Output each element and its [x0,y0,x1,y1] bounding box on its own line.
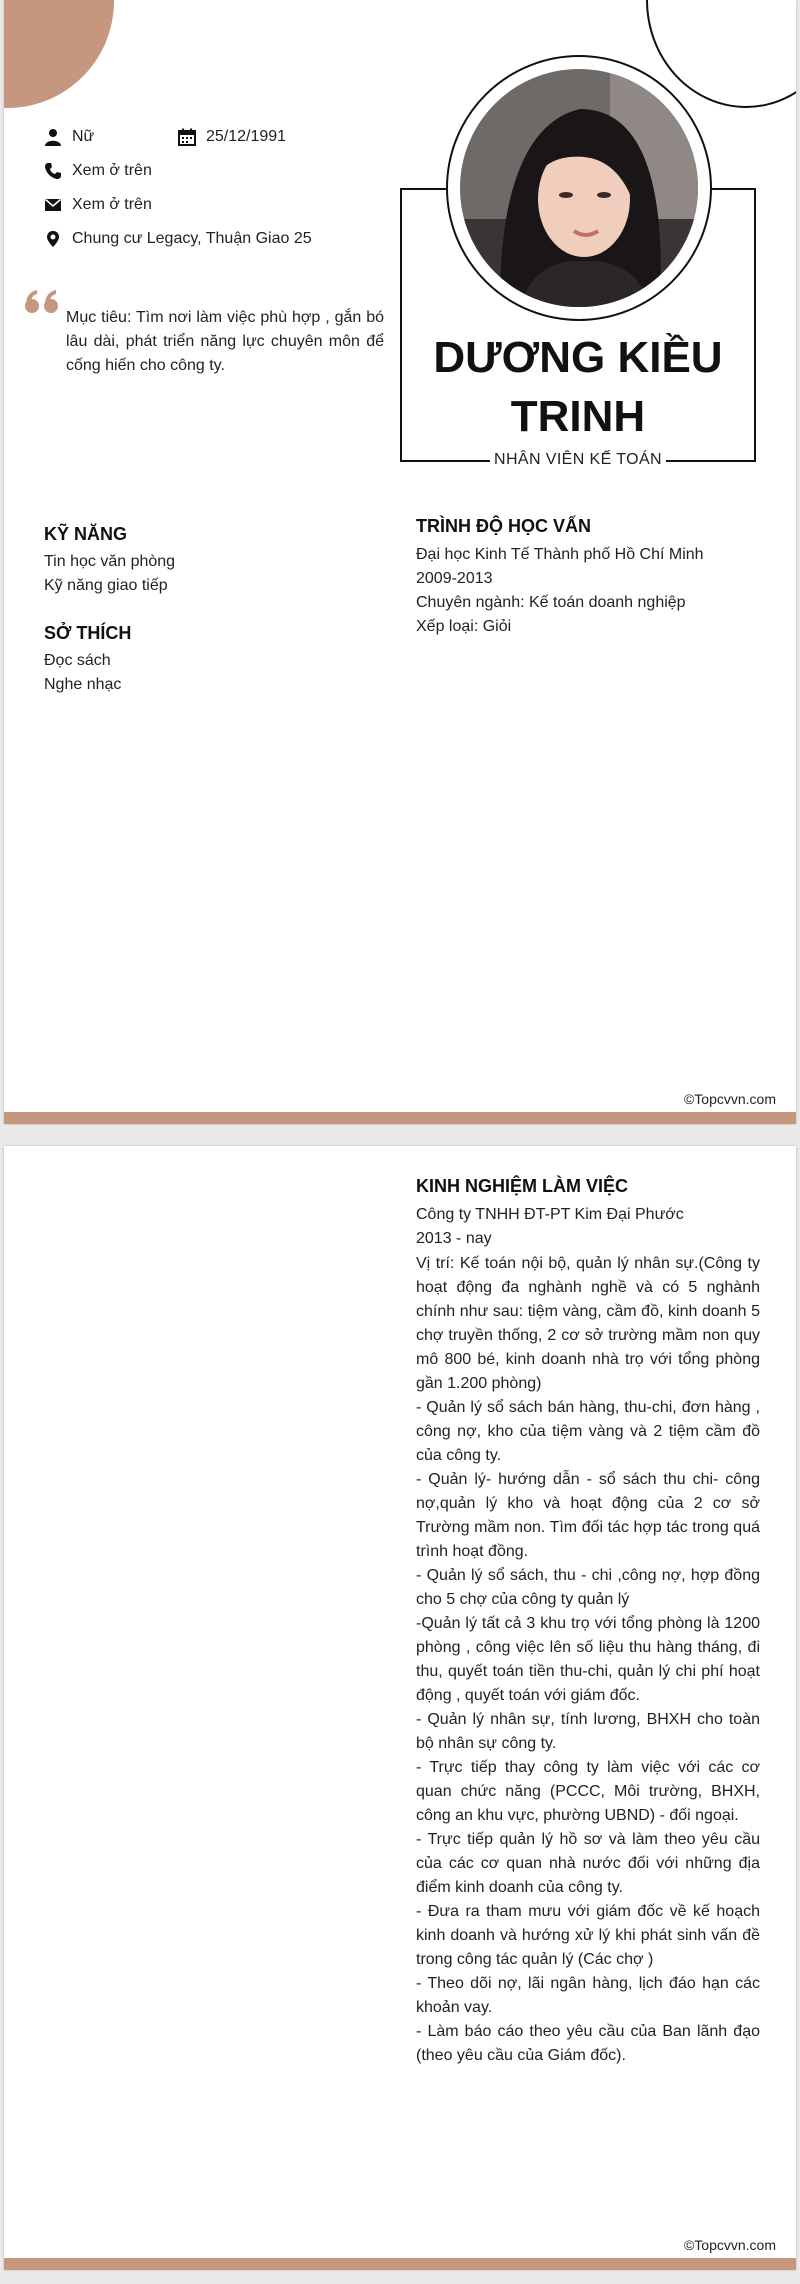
contact-birthday [178,128,286,146]
envelope-icon [44,196,62,214]
experience-line: - Trực tiếp quản lý hồ sơ và làm theo yêu cầu của các cơ quan nhà nước đối với những địa điểm kinh doanh của công ty. [416,1831,760,1896]
name-line-2: TRINH [510,392,646,441]
hobby-item: Nghe nhạc [44,676,122,693]
contact-address [44,230,312,248]
accent-bar [4,2258,796,2270]
experience-company: Công ty TNHH ĐT-PT Kim Đại Phước [416,1206,684,1223]
address-text: Chung cư Legacy, Thuận Giao 25 [72,230,312,247]
decorative-blob [4,0,114,108]
experience-line: - Quản lý sổ sách bán hàng, thu-chi, đơn hàng , công nợ, kho của tiệm vàng và 2 tiệm cầm đồ của công ty. [416,1399,760,1464]
contact-phone [44,162,152,180]
skills-title: KỸ NĂNG [44,524,128,544]
birthday-text: 25/12/1991 [206,128,287,145]
experience-line: - Trực tiếp thay công ty làm việc với các cơ quan chức năng (PCCC, Môi trường, BHXH, công an khu vực, phường UBND) - đối ngoại. [416,1759,760,1824]
accent-bar [4,1112,796,1124]
experience-title: KINH NGHIỆM LÀM VIỆC [416,1176,629,1196]
avatar [460,69,698,307]
phone-text: Xem ở trên [72,162,152,179]
contact-email [44,196,152,214]
job-title: NHÂN VIÊN KẾ TOÁN [490,450,666,470]
career-objective: Mục tiêu: Tìm nơi làm việc phù hợp , gắn bó lâu dài, phát triển năng lực chuyên môn để cống hiến cho công ty. [66,309,384,374]
hobbies-title: SỞ THÍCH [44,623,132,643]
experience-period: 2013 - nay [416,1230,492,1247]
contact-gender [44,128,94,146]
experience-line: - Làm báo cáo theo yêu cầu của Ban lãnh đạo (theo yêu cầu của Giám đốc). [416,2023,760,2064]
location-pin-icon [44,230,62,248]
experience-line: - Quản lý nhân sự, tính lương, BHXH cho toàn bộ nhân sự công ty. [416,1711,760,1752]
education-major: Chuyên ngành: Kế toán doanh nghiệp [416,594,686,611]
email-text: Xem ở trên [72,196,152,213]
experience-details [416,1252,760,2068]
cv-page-1 [4,0,796,1124]
experience-line: -Quản lý tất cả 3 khu trọ với tổng phòng là 1200 phòng , công việc lên số liệu thu hàng tháng, đi thu, quyết toán tiền thu-chi, quản lý chi phí hoạt động , quyết toán với giám đốc. [416,1615,760,1704]
experience-line: - Quản lý sổ sách, thu - chi ,công nợ, hợp đồng cho 5 chợ của công ty quản lý [416,1567,760,1608]
full-name [402,328,754,446]
avatar-frame [446,55,712,321]
experience-line: - Đưa ra tham mưu với giám đốc về kế hoạch kinh doanh và hướng xử lý khi phát sinh vấn đề trong công tác quản lý (Các chợ ) [416,1903,760,1968]
user-icon [44,128,62,146]
experience-line: Vị trí: Kế toán nội bộ, quản lý nhân sự.(Công ty hoạt động đa nghành nghề và có 5 nghành chính như sau: tiệm vàng, cầm đồ, kinh doanh 5 chợ truyền thống, 2 cơ sở trường mầm non quy mô 800 bé, kinh doanh nhà trọ với tổng phòng gần 1.200 phòng) [416,1255,760,1392]
phone-icon [44,162,62,180]
calendar-icon [178,128,196,146]
education-period: 2009-2013 [416,570,493,587]
gender-text: Nữ [72,128,95,145]
education-rank: Xếp loại: Giỏi [416,618,512,635]
quote-icon [24,288,60,316]
skill-item: Kỹ năng giao tiếp [44,577,168,594]
skill-item: Tin học văn phòng [44,553,176,570]
avatar-photo-icon [460,69,698,307]
footer-credit: ©Topcvvn.com [683,2237,776,2253]
education-title: TRÌNH ĐỘ HỌC VẤN [416,516,591,536]
experience-line: - Quản lý- hướng dẫn - sổ sách thu chi- công nợ,quản lý kho và hoạt động của 2 cơ sở Trường mầm non. Tìm đối tác hợp tác trong quá trình hoạt đồng. [416,1471,760,1560]
name-line-1: DƯƠNG KIỀU [433,333,723,382]
footer-credit: ©Topcvvn.com [683,1091,776,1107]
education-school: Đại học Kinh Tế Thành phố Hồ Chí Minh [416,546,704,563]
experience-line: - Theo dõi nợ, lãi ngân hàng, lịch đáo hạn các khoản vay. [416,1975,760,2016]
hobby-item: Đọc sách [44,652,111,669]
